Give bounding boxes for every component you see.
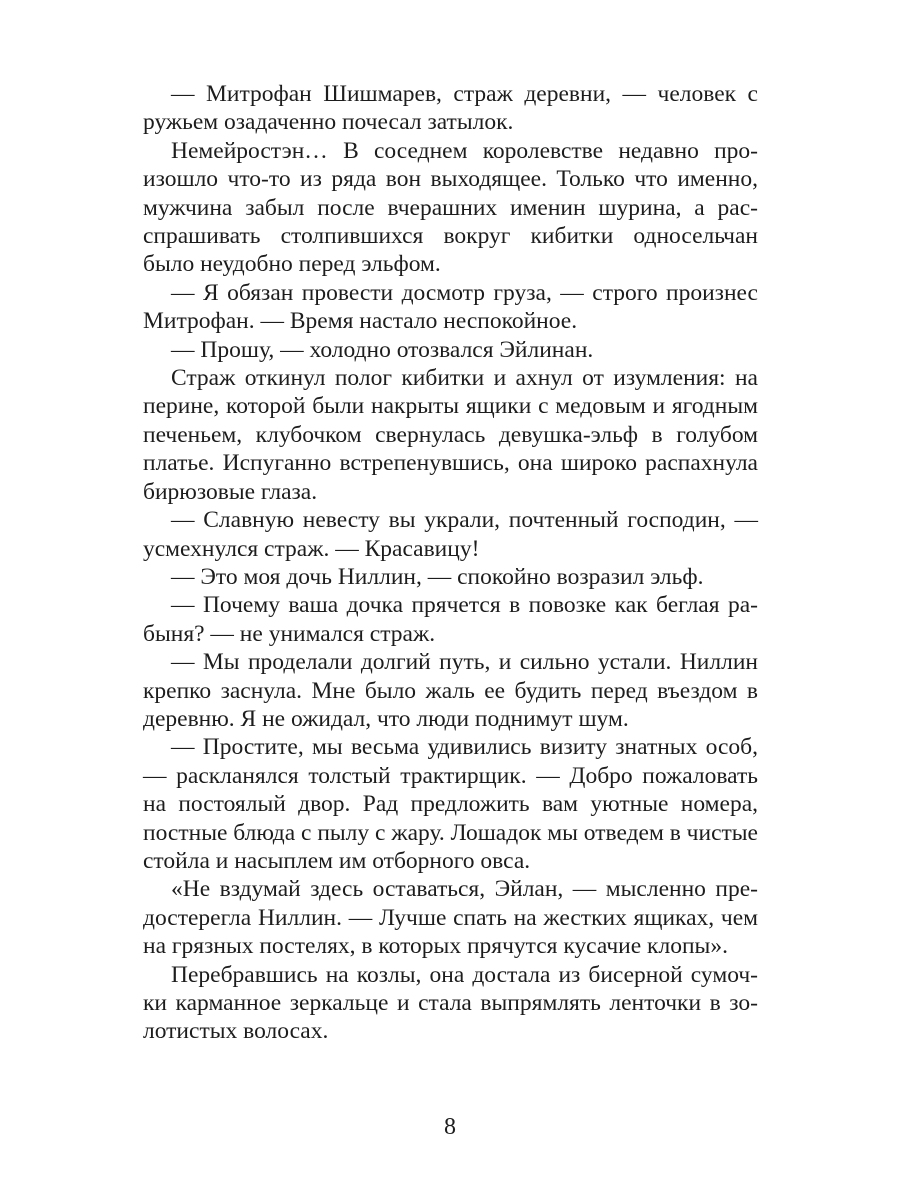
paragraph: «Не вздумай здесь оставаться, Эйлан, — мысленно предостерегла Ниллин. — Лучше спать на жестких ящиках, чем на грязных постелях, в которых прячутся кусачие клопы». — [143, 876, 758, 960]
paragraph: Страж откинул полог кибитки и ахнул от изумления: на перине, которой были накрыты ящики с медовым и ягодным печеньем, клубочком свернулась девушка-эльф в голубом платье. Испуганно встрепенувшись, она широко распахнула бирюзовые глаза. — [143, 365, 758, 505]
paragraph: — Мы проделали долгий путь, и сильно устали. Ниллин крепко заснула. Мне было жаль ее будить перед въездом в деревню. Я не ожидал, что люди поднимут шум. — [143, 649, 758, 732]
paragraph: — Митрофан Шишмарев, страж деревни, — человек с ружьем озадаченно почесал затылок. — [143, 81, 758, 136]
book-page-text — [143, 80, 758, 1046]
paragraph: Перебравшись на козлы, она достала из бисерной сумочки карманное зеркальце и стала выпрямлять ленточки в золотистых волосах. — [143, 961, 758, 1045]
paragraph: — Прошу, — холодно отозвался Эйлинан. — [171, 336, 594, 363]
paragraph: — Я обязан провести досмотр груза, — строго произнес Митрофан. — Время настало неспокойное. — [143, 279, 758, 335]
paragraph: — Простите, мы весьма удивились визиту знатных особ, — раскланялся толстый трактирщик. — Добро пожаловать на постоялый двор. Рад предложить вам уютные номера, постные блюда с пылу с жару. Лошадок мы отведем в чистые стойла и насыплем им отборного овса. — [143, 734, 758, 874]
paragraph: Немейростэн… В соседнем королевстве недавно произошло что-то из ряда вон выходящее. Только что именно, мужчина забыл после вчерашних именин шурина, а расспрашивать столпившихся вокруг кибитки односельчан было неудобно перед эльфом. — [143, 137, 758, 278]
page-number: 8 — [444, 1114, 456, 1140]
paragraph: — Почему ваша дочка прячется в повозке как беглая рабыня? — не унимался страж. — [143, 592, 758, 647]
paragraph: — Это моя дочь Ниллин, — спокойно возразил эльф. — [171, 563, 704, 590]
paragraph: — Славную невесту вы украли, почтенный господин, — усмехнулся страж. — Красавицу! — [143, 507, 758, 562]
